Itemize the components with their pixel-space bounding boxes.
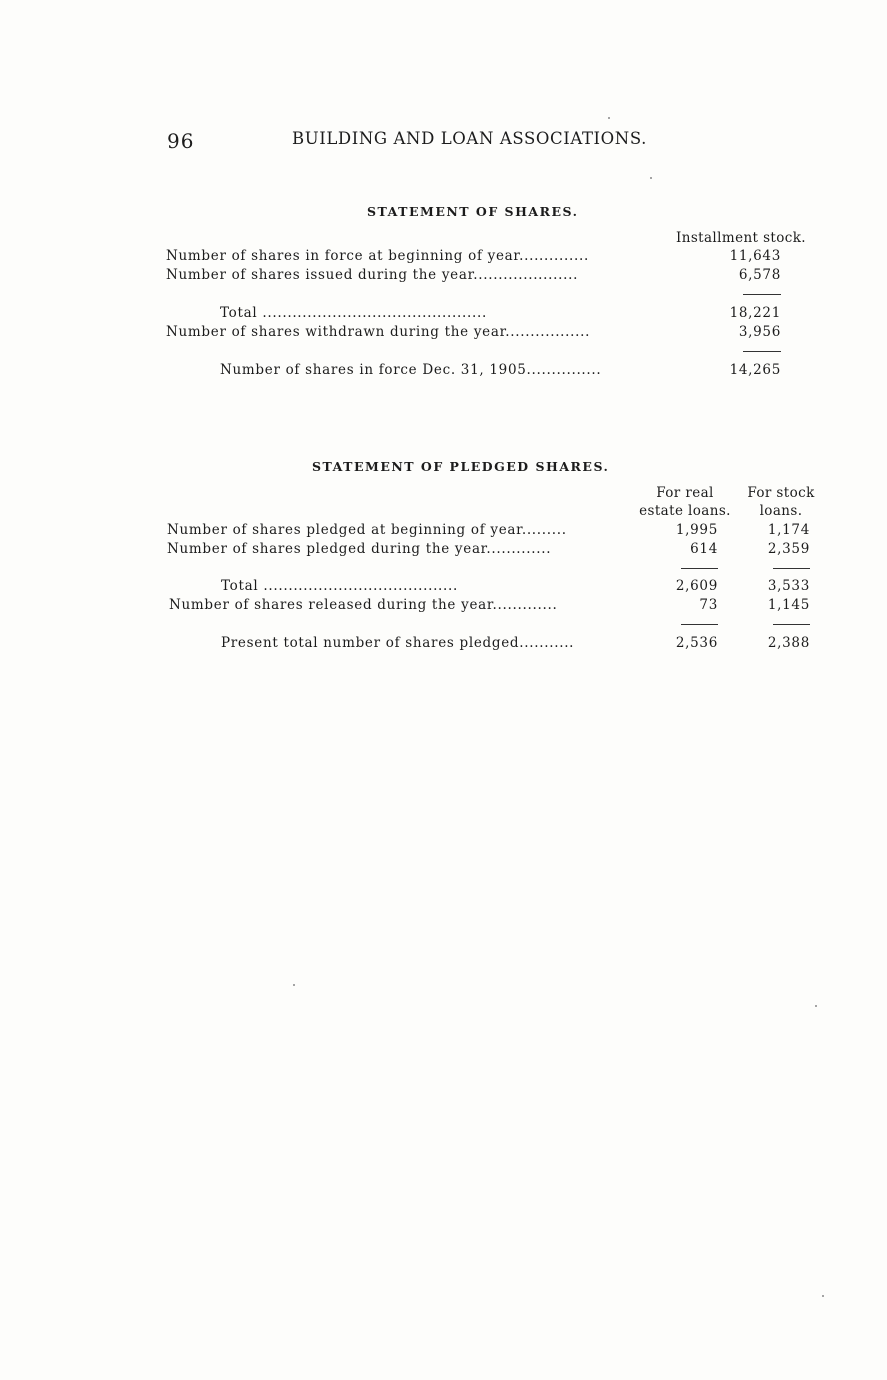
shares-row-label: Number of shares withdrawn during the year.................: [166, 324, 591, 340]
shares-row-label: Number of shares in force at beginning of year..............: [166, 248, 589, 264]
pledged-row-stock: 1,174: [767, 522, 810, 538]
shares-row-label: Total .............................................: [220, 305, 487, 321]
pledged-row-stock: 1,145: [767, 597, 810, 613]
pledged-row-label: Present total number of shares pledged...........: [221, 635, 575, 651]
pledged-row-stock: 3,533: [767, 578, 810, 594]
scan-speck: [822, 1295, 824, 1297]
pledged-row-stock: 2,359: [767, 541, 810, 557]
sum-rule: [681, 568, 718, 569]
shares-row-value: 6,578: [738, 267, 781, 283]
shares-title: STATEMENT OF SHARES.: [367, 204, 579, 219]
pledged-row-real: 2,609: [675, 578, 718, 594]
sum-rule: [743, 351, 781, 352]
scan-speck: [815, 1005, 817, 1007]
stock-column-header: [740, 484, 822, 520]
shares-row-label: Number of shares in force Dec. 31, 1905...............: [220, 362, 602, 378]
sum-rule: [743, 294, 781, 295]
shares-row-value: 14,265: [729, 362, 781, 378]
scan-speck: [608, 117, 610, 119]
shares-row-value: 3,956: [738, 324, 781, 340]
shares-column-header: Installment stock.: [676, 230, 806, 246]
running-title: BUILDING AND LOAN ASSOCIATIONS.: [292, 129, 647, 148]
shares-row-label: Number of shares issued during the year.....................: [166, 267, 579, 283]
pledged-row-real: 2,536: [675, 635, 718, 651]
scan-speck: [650, 177, 652, 179]
pledged-row-real: 73: [699, 597, 718, 613]
real-estate-column-header: [630, 484, 740, 520]
pledged-row-label: Number of shares released during the year.............: [169, 597, 558, 613]
pledged-row-label: Number of shares pledged during the year.............: [167, 541, 552, 557]
page-number: 96: [167, 129, 195, 153]
scan-speck: [293, 984, 295, 986]
sum-rule: [681, 624, 718, 625]
sum-rule: [773, 568, 810, 569]
pledged-row-stock: 2,388: [767, 635, 810, 651]
pledged-title: STATEMENT OF PLEDGED SHARES.: [312, 459, 610, 474]
stock-header-line1: For stock: [747, 485, 815, 501]
pledged-row-label: Number of shares pledged at beginning of year.........: [167, 522, 567, 538]
pledged-row-label: Total .......................................: [221, 578, 459, 594]
sum-rule: [773, 624, 810, 625]
stock-header-line2: loans.: [759, 503, 803, 519]
shares-row-value: 18,221: [729, 305, 781, 321]
real-estate-header-line1: For real: [656, 485, 714, 501]
real-estate-header-line2: estate loans.: [639, 503, 731, 519]
pledged-row-real: 1,995: [675, 522, 718, 538]
shares-row-value: 11,643: [729, 248, 781, 264]
pledged-row-real: 614: [690, 541, 718, 557]
